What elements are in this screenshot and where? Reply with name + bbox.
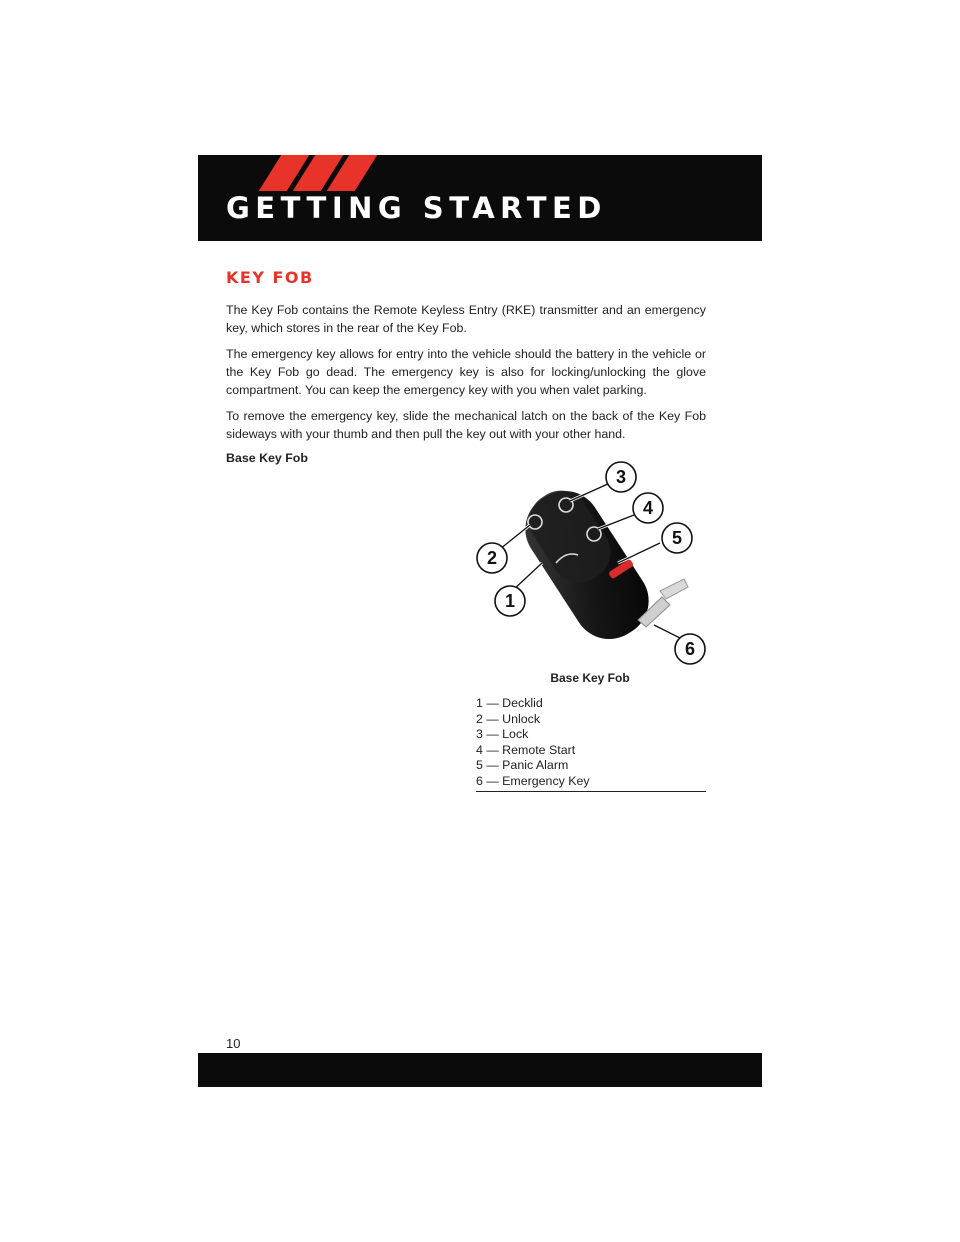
page-footer	[198, 1053, 762, 1087]
paragraph: To remove the emergency key, slide the mechanical latch on the back of the Key Fob sideways with your thumb and then pull the key out with your other hand.	[226, 409, 706, 441]
callout-6: 6	[684, 639, 696, 659]
callout-2: 2	[486, 548, 498, 568]
header-title: GETTING STARTED	[226, 191, 607, 225]
legend-item: 1 — Decklid	[476, 696, 543, 710]
paragraph: The emergency key allows for entry into the vehicle should the battery in the vehicle or the Key Fob go dead. The emergency key is also for locking/unlocking the glove compartment. You can keep the emergency key with you when valet parking.	[226, 347, 706, 397]
section-title: KEY FOB	[226, 268, 314, 287]
legend-item: 5 — Panic Alarm	[476, 758, 569, 773]
main-content	[226, 268, 706, 465]
callout-3: 3	[615, 467, 627, 487]
page-header	[198, 155, 762, 241]
paragraph: The Key Fob contains the Remote Keyless Entry (RKE) transmitter and an emergency key, which stores in the rear of the Key Fob.	[226, 303, 706, 335]
legend-divider	[476, 791, 706, 792]
figure-legend	[476, 696, 706, 790]
legend-item: 3 — Lock	[476, 727, 529, 742]
callout-1: 1	[504, 591, 516, 611]
callout-5: 5	[671, 528, 683, 548]
key-fob-illustration	[470, 455, 710, 670]
figure-caption: Base Key Fob	[550, 671, 630, 685]
legend-item: 6 — Emergency Key	[476, 773, 590, 788]
legend-item: 2 — Unlock	[476, 711, 541, 726]
legend-item: 4 — Remote Start	[476, 742, 576, 757]
subheading: Base Key Fob	[226, 451, 308, 465]
page-number: 10	[226, 1036, 241, 1051]
callout-4: 4	[642, 498, 654, 518]
